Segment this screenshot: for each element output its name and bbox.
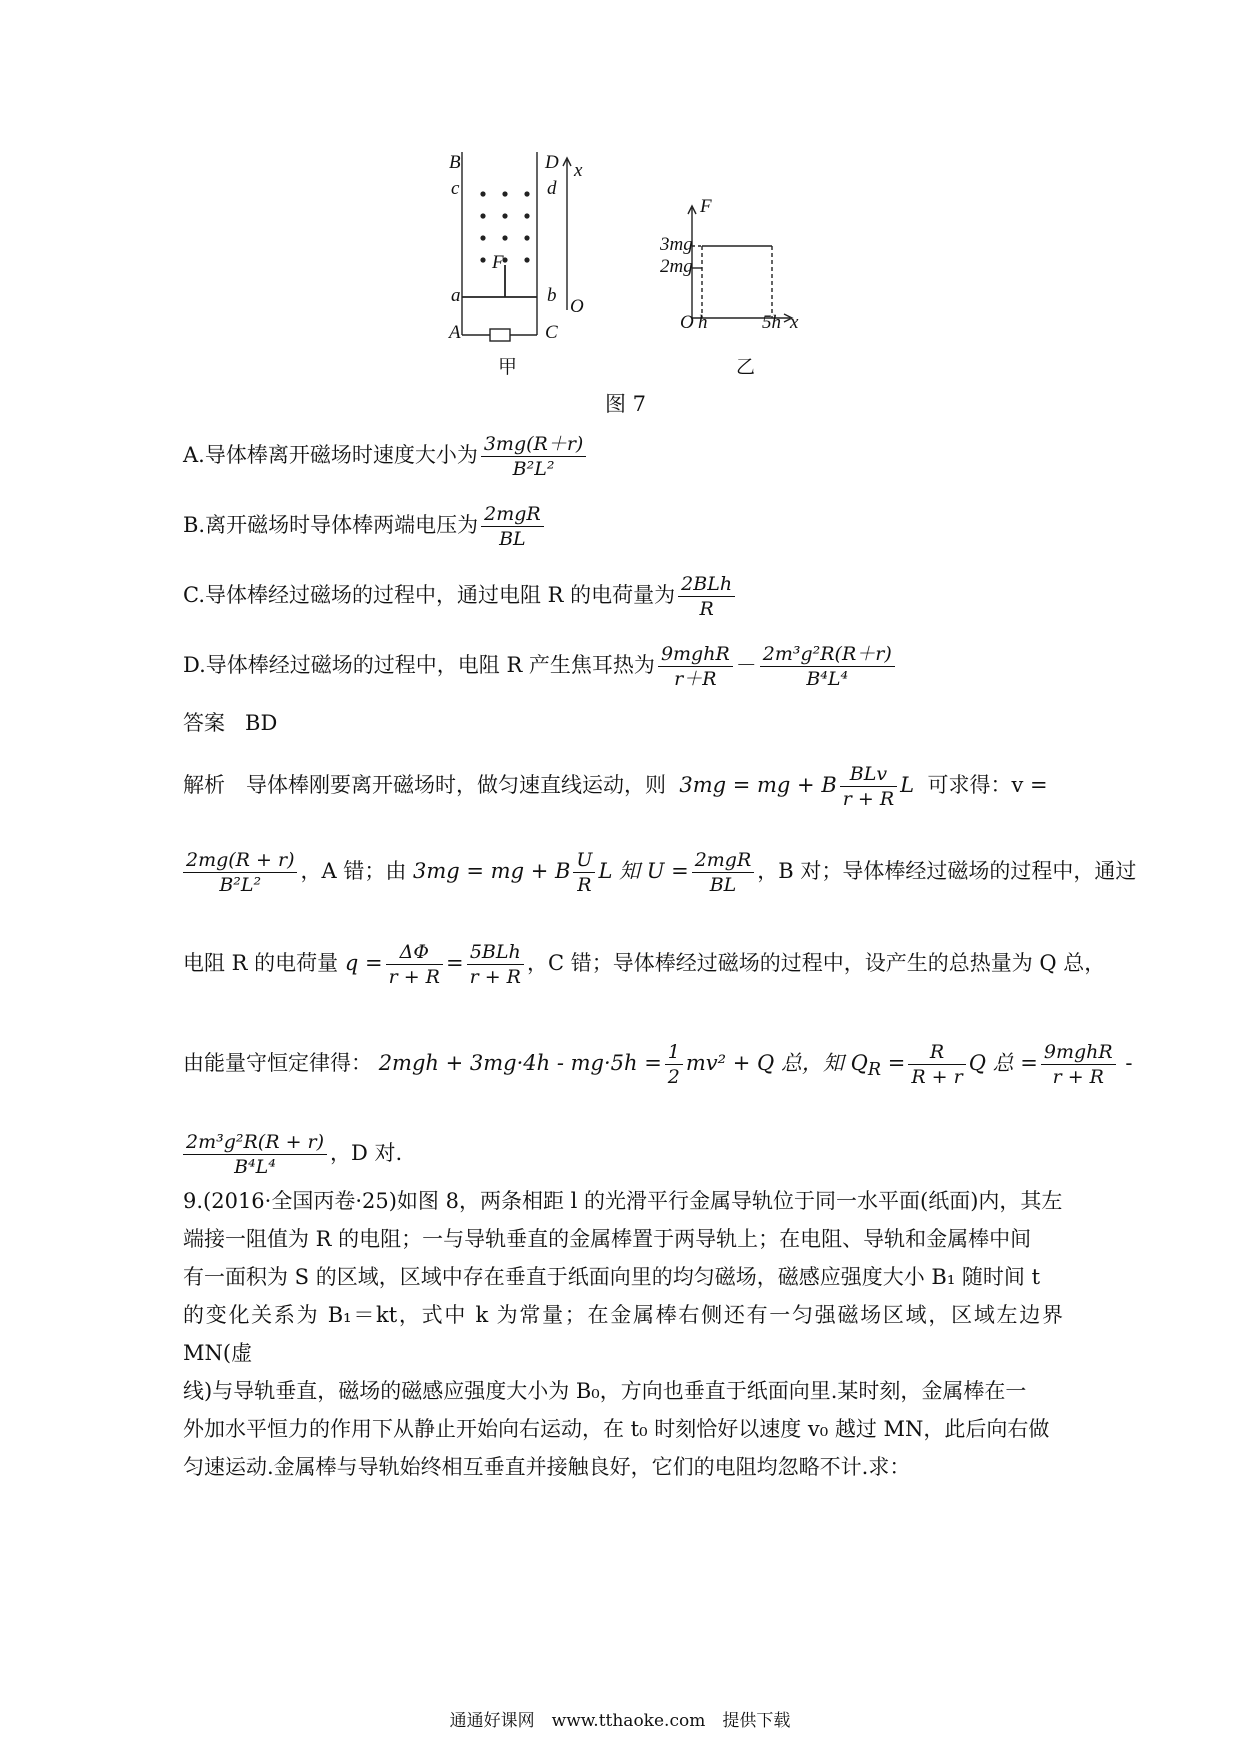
option-c: [183, 572, 738, 621]
label-O-origin: O: [680, 312, 694, 333]
problem-line: 9.(2016·全国丙卷·25)如图 8，两条相距 l 的光滑平行金属导轨位于同一水平面(纸面)内，其左: [183, 1189, 1063, 1213]
problem-line: 有一面积为 S 的区域，区域中存在垂直于纸面向里的均匀磁场，磁感应强度大小 B₁ 随时间 t: [183, 1265, 1041, 1289]
subfigure-label-yi: 乙: [736, 357, 756, 378]
frac-den: R + r: [911, 1066, 963, 1088]
answer-value: BD: [245, 711, 278, 735]
option-d-fraction-1: [658, 642, 733, 691]
label-F-axis: F: [700, 196, 712, 217]
frac-num: 2BLh: [678, 572, 735, 597]
option-c-fraction: [678, 572, 735, 621]
frac-den: B⁴L⁴: [234, 1156, 276, 1178]
problem-line: 外加水平恒力的作用下从静止开始向右运动，在 t₀ 时刻恰好以速度 v₀ 越过 MN，此后向右做: [183, 1417, 1050, 1441]
label-D: D: [545, 152, 559, 173]
subscript: R: [867, 1060, 882, 1081]
frac-num: 1: [665, 1040, 683, 1065]
equation: 3mg = mg + B: [679, 773, 837, 797]
option-a-text: A.导体棒离开磁场时速度大小为: [183, 443, 478, 467]
fraction: [183, 848, 297, 897]
frac-den: B²L²: [512, 458, 555, 480]
label-5h: 5h: [762, 312, 781, 333]
fraction: [467, 940, 524, 989]
page-footer: 通通好课网 www.tthaoke.com 提供下载: [449, 1711, 791, 1731]
option-d-fraction-2: [760, 642, 895, 691]
equation: 2mgh + 3mg·4h - mg·5h =: [378, 1051, 662, 1075]
analysis-text: ，B 对；导体棒经过磁场的过程中，通过: [757, 859, 1137, 883]
label-3mg: 3mg: [660, 234, 693, 255]
label-F-force: F: [492, 252, 504, 273]
problem-9: [183, 1182, 1063, 1486]
analysis-text: ，C 错；导体棒经过磁场的过程中，设产生的总热量为 Q 总，: [526, 951, 1106, 975]
option-c-text: C.导体棒经过磁场的过程中，通过电阻 R 的电荷量为: [183, 583, 676, 607]
option-d: [183, 642, 898, 691]
label-B: B: [449, 152, 461, 173]
equation: 3mg = mg + B: [413, 859, 571, 883]
problem-line: 的变化关系为 B₁＝kt，式中 k 为常量；在金属棒右侧还有一匀强磁场区域，区域左边界 MN(虚: [183, 1303, 1063, 1365]
frac-den: r + R: [842, 788, 895, 810]
frac-num: 3mg(R＋r): [481, 432, 586, 457]
analysis-line-5: [183, 1130, 402, 1179]
option-a: [183, 432, 589, 481]
frac-den: R: [699, 598, 714, 620]
label-a: a: [451, 285, 461, 306]
frac-num: R: [908, 1040, 965, 1065]
frac-den: 2: [667, 1066, 680, 1088]
equation: =: [887, 1051, 906, 1075]
label-b: b: [547, 285, 557, 306]
equation: Q 总 =: [968, 1051, 1038, 1075]
problem-line: 端接一阻值为 R 的电阻；一与导轨垂直的金属棒置于两导轨上；在电阻、导轨和金属棒中间: [183, 1227, 1032, 1251]
frac-den: BL: [709, 874, 737, 896]
frac-num: ΔΦ: [386, 940, 443, 965]
analysis-line-2: [183, 848, 1136, 897]
answer-label: 答案: [183, 711, 225, 735]
option-d-text: D.导体棒经过磁场的过程中，电阻 R 产生焦耳热为: [183, 653, 655, 677]
option-b-text: B.离开磁场时导体棒两端电压为: [183, 513, 479, 537]
equation: mv² + Q 总，知: [685, 1051, 844, 1075]
analysis-text: ，D 对.: [330, 1141, 403, 1165]
minus-sign: －: [735, 653, 757, 677]
equation: L 知 U =: [598, 859, 689, 883]
label-C: C: [545, 322, 558, 343]
fraction: [665, 1040, 683, 1089]
frac-num: 9mghR: [658, 642, 733, 667]
analysis-line-4: [183, 1040, 1133, 1089]
option-b-fraction: [481, 502, 544, 551]
analysis-text: 可求得：v =: [927, 773, 1048, 797]
fraction: [692, 848, 755, 897]
frac-den: B²L²: [219, 874, 262, 896]
analysis-text: 电阻 R 的电荷量: [183, 951, 339, 975]
frac-den: r＋R: [674, 668, 717, 690]
figure-caption: 图 7: [605, 392, 647, 416]
frac-num: 2mgR: [481, 502, 544, 527]
fraction: [573, 848, 595, 897]
analysis-text: 解析 导体棒刚要离开磁场时，做匀速直线运动，则: [183, 773, 666, 797]
frac-num: 2m³g²R(R + r): [183, 1130, 327, 1155]
label-2mg: 2mg: [660, 256, 693, 277]
fraction: [1041, 1040, 1116, 1089]
fraction: [183, 1130, 327, 1179]
subfigure-label-jia: 甲: [498, 357, 518, 378]
answer-line: [183, 708, 277, 738]
frac-num: BLv: [840, 762, 897, 787]
label-c: c: [451, 178, 460, 199]
frac-den: B⁴L⁴: [806, 668, 849, 690]
label-d: d: [547, 178, 557, 199]
analysis-text: ，A 错；由: [300, 859, 407, 883]
fraction: [386, 940, 443, 989]
equation: q =: [344, 951, 383, 975]
equation: Q: [850, 1051, 868, 1075]
frac-num: 2m³g²R(R＋r): [760, 642, 895, 667]
analysis-text: 由能量守恒定律得：: [183, 1051, 372, 1075]
frac-den: r + R: [388, 966, 440, 988]
label-h: h: [698, 312, 708, 333]
frac-den: r + R: [1052, 1066, 1104, 1088]
analysis-line-3: [183, 940, 1105, 989]
frac-num: 2mg(R + r): [183, 848, 297, 873]
equation: -: [1125, 1051, 1133, 1075]
frac-num: U: [573, 848, 595, 873]
label-A: A: [449, 322, 461, 343]
fraction: [908, 1040, 965, 1089]
frac-num: 9mghR: [1041, 1040, 1116, 1065]
problem-line: 线)与导轨垂直，磁场的磁感应强度大小为 B₀，方向也垂直于纸面向里.某时刻，金属棒在一: [183, 1379, 1027, 1403]
frac-num: 5BLh: [467, 940, 524, 965]
fraction: [840, 762, 897, 811]
figure-jia: [440, 150, 590, 350]
label-x-axis: x: [574, 160, 583, 181]
option-b: [183, 502, 547, 551]
label-x: x: [790, 312, 799, 333]
frac-den: R: [577, 874, 592, 896]
frac-den: r + R: [469, 966, 521, 988]
analysis-line-1: [183, 762, 1048, 811]
equation: L: [900, 773, 915, 797]
problem-line: 匀速运动.金属棒与导轨始终相互垂直并接触良好，它们的电阻均忽略不计.求：: [183, 1455, 911, 1479]
frac-den: BL: [499, 528, 526, 550]
frac-num: 2mgR: [692, 848, 755, 873]
equation: =: [445, 951, 464, 975]
label-O: O: [570, 296, 584, 317]
option-a-fraction: [481, 432, 586, 481]
